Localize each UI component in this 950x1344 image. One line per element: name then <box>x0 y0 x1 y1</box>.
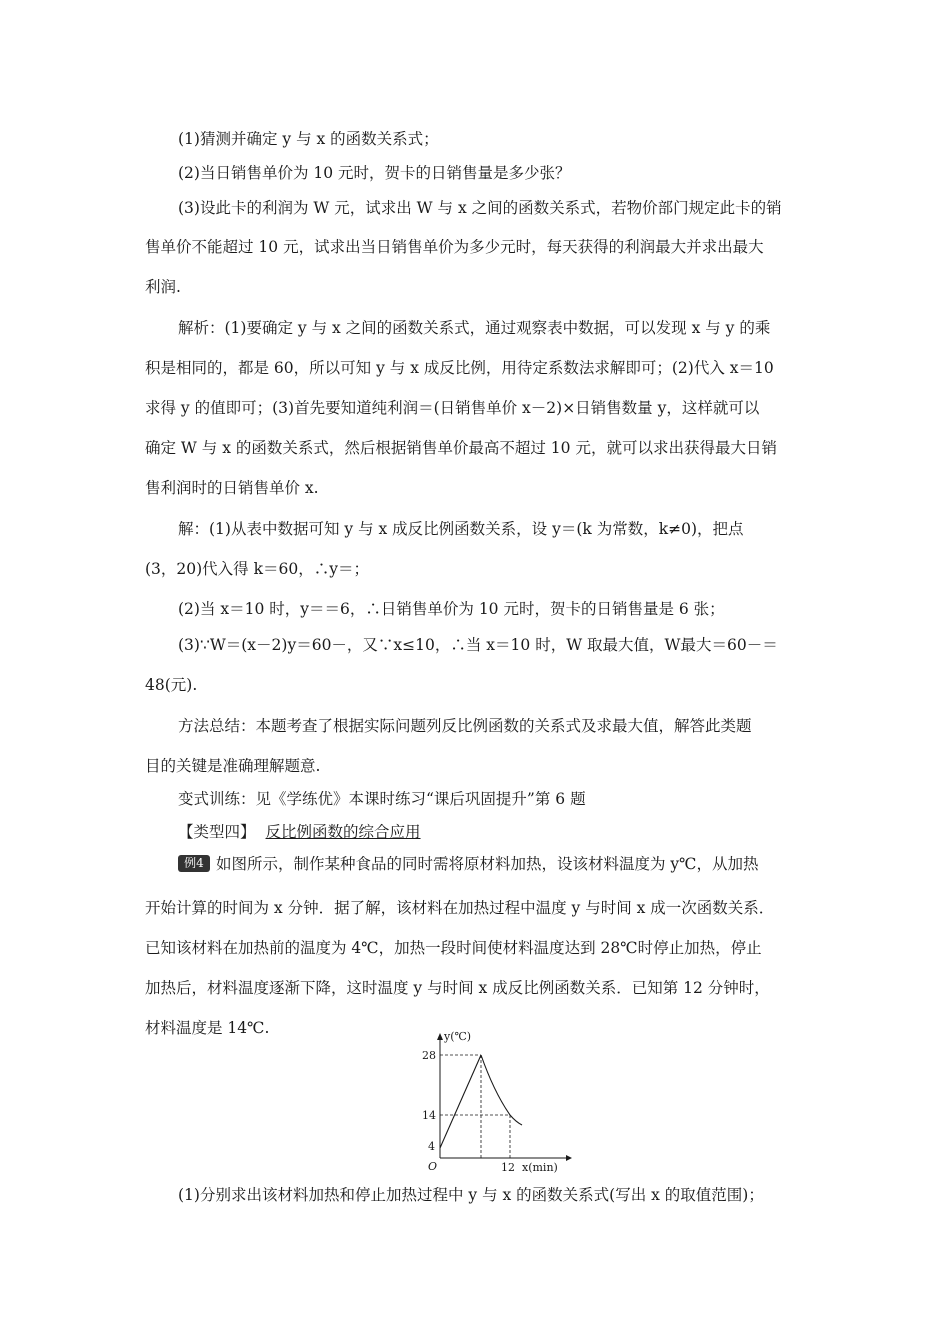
example-line: 开始计算的时间为 x 分钟．据了解，该材料在加热过程中温度 y 与时间 x 成一次函数关系． <box>145 899 775 917</box>
example-line: 已知该材料在加热前的温度为 4℃，加热一段时间使材料温度达到 28℃时停止加热，停止 <box>145 939 762 957</box>
y-tick-14: 14 <box>422 1109 436 1122</box>
x-axis-label: x(min) <box>522 1161 558 1174</box>
heating-line <box>440 1055 481 1148</box>
question-part-3-end: 利润. <box>145 278 181 296</box>
analysis-paragraph: 解析：(1)要确定 y 与 x 之间的函数关系式，通过观察表中数据，可以发现 x 与 y 的乘 <box>178 319 771 337</box>
y-axis-arrow <box>437 1033 443 1040</box>
type-label: 【类型四】 <box>178 823 256 841</box>
example-line: 材料温度是 14℃. <box>145 1019 270 1037</box>
question-part-3: (3)设此卡的利润为 W 元，试求出 W 与 x 之间的函数关系式，若物价部门规定此卡的销 <box>178 199 782 217</box>
question-part-1: (1)猜测并确定 y 与 x 的函数关系式； <box>178 130 439 148</box>
example-line: 加热后，材料温度逐渐下降，这时温度 y 与时间 x 成反比例函数关系．已知第 12 分钟时， <box>145 979 770 997</box>
example-line: 如图所示，制作某种食品的同时需将原材料加热，设该材料温度为 y℃，从加热 <box>216 855 759 873</box>
solution-line: (3，20)代入得 k＝60，∴y＝； <box>145 560 369 578</box>
example-badge: 例4 <box>178 855 210 872</box>
type-title: 反比例函数的综合应用 <box>265 823 421 841</box>
x-axis-arrow <box>566 1155 572 1161</box>
origin-label: O <box>428 1160 438 1173</box>
analysis-line: 售利润时的日销售单价 x. <box>145 479 319 497</box>
variant-training: 变式训练：见《学练优》本课时练习“课后巩固提升”第 6 题 <box>178 790 586 808</box>
question-part-3-cont: 售单价不能超过 10 元，试求出当日销售单价为多少元时，每天获得的利润最大并求出最大 <box>145 238 764 256</box>
x-tick-12: 12 <box>501 1161 515 1174</box>
question-part-2: (2)当日销售单价为 10 元时，贺卡的日销售量是多少张？ <box>178 164 571 182</box>
method-summary: 方法总结：本题考查了根据实际问题列反比例函数的关系式及求最大值，解答此类题 <box>178 717 752 735</box>
analysis-line: 积是相同的，都是 60，所以可知 y 与 x 成反比例，用待定系数法求解即可；(2)代入 x＝10 <box>145 359 774 377</box>
solution-part-2: (2)当 x＝10 时，y＝＝6，∴日销售单价为 10 元时，贺卡的日销售量是 6 张； <box>178 600 725 618</box>
analysis-line: 求得 y 的值即可；(3)首先要知道纯利润＝(日销售单价 x－2)×日销售数量 y，这样就可以 <box>145 399 760 417</box>
question-after-figure: (1)分别求出该材料加热和停止加热过程中 y 与 x 的函数关系式(写出 x 的取值范围)； <box>178 1186 764 1204</box>
solution-paragraph: 解：(1)从表中数据可知 y 与 x 成反比例函数关系，设 y＝(k 为常数，k≠0)，把点 <box>178 520 744 538</box>
y-tick-4: 4 <box>428 1140 435 1153</box>
y-tick-28: 28 <box>422 1049 436 1062</box>
temperature-time-figure <box>408 1030 573 1175</box>
y-axis-label: y(℃) <box>444 1030 472 1043</box>
analysis-line: 确定 W 与 x 的函数关系式，然后根据销售单价最高不超过 10 元，就可以求出获得最大日销 <box>145 439 777 457</box>
type-heading <box>178 821 421 843</box>
method-summary-cont: 目的关键是准确理解题意. <box>145 757 321 775</box>
solution-result: 48(元). <box>145 676 198 694</box>
cooling-curve <box>481 1055 522 1125</box>
solution-part-3: (3)∵W＝(x－2)y＝60－，又∵x≤10，∴当 x＝10 时，W 取最大值，W最大＝60－＝ <box>178 636 778 654</box>
